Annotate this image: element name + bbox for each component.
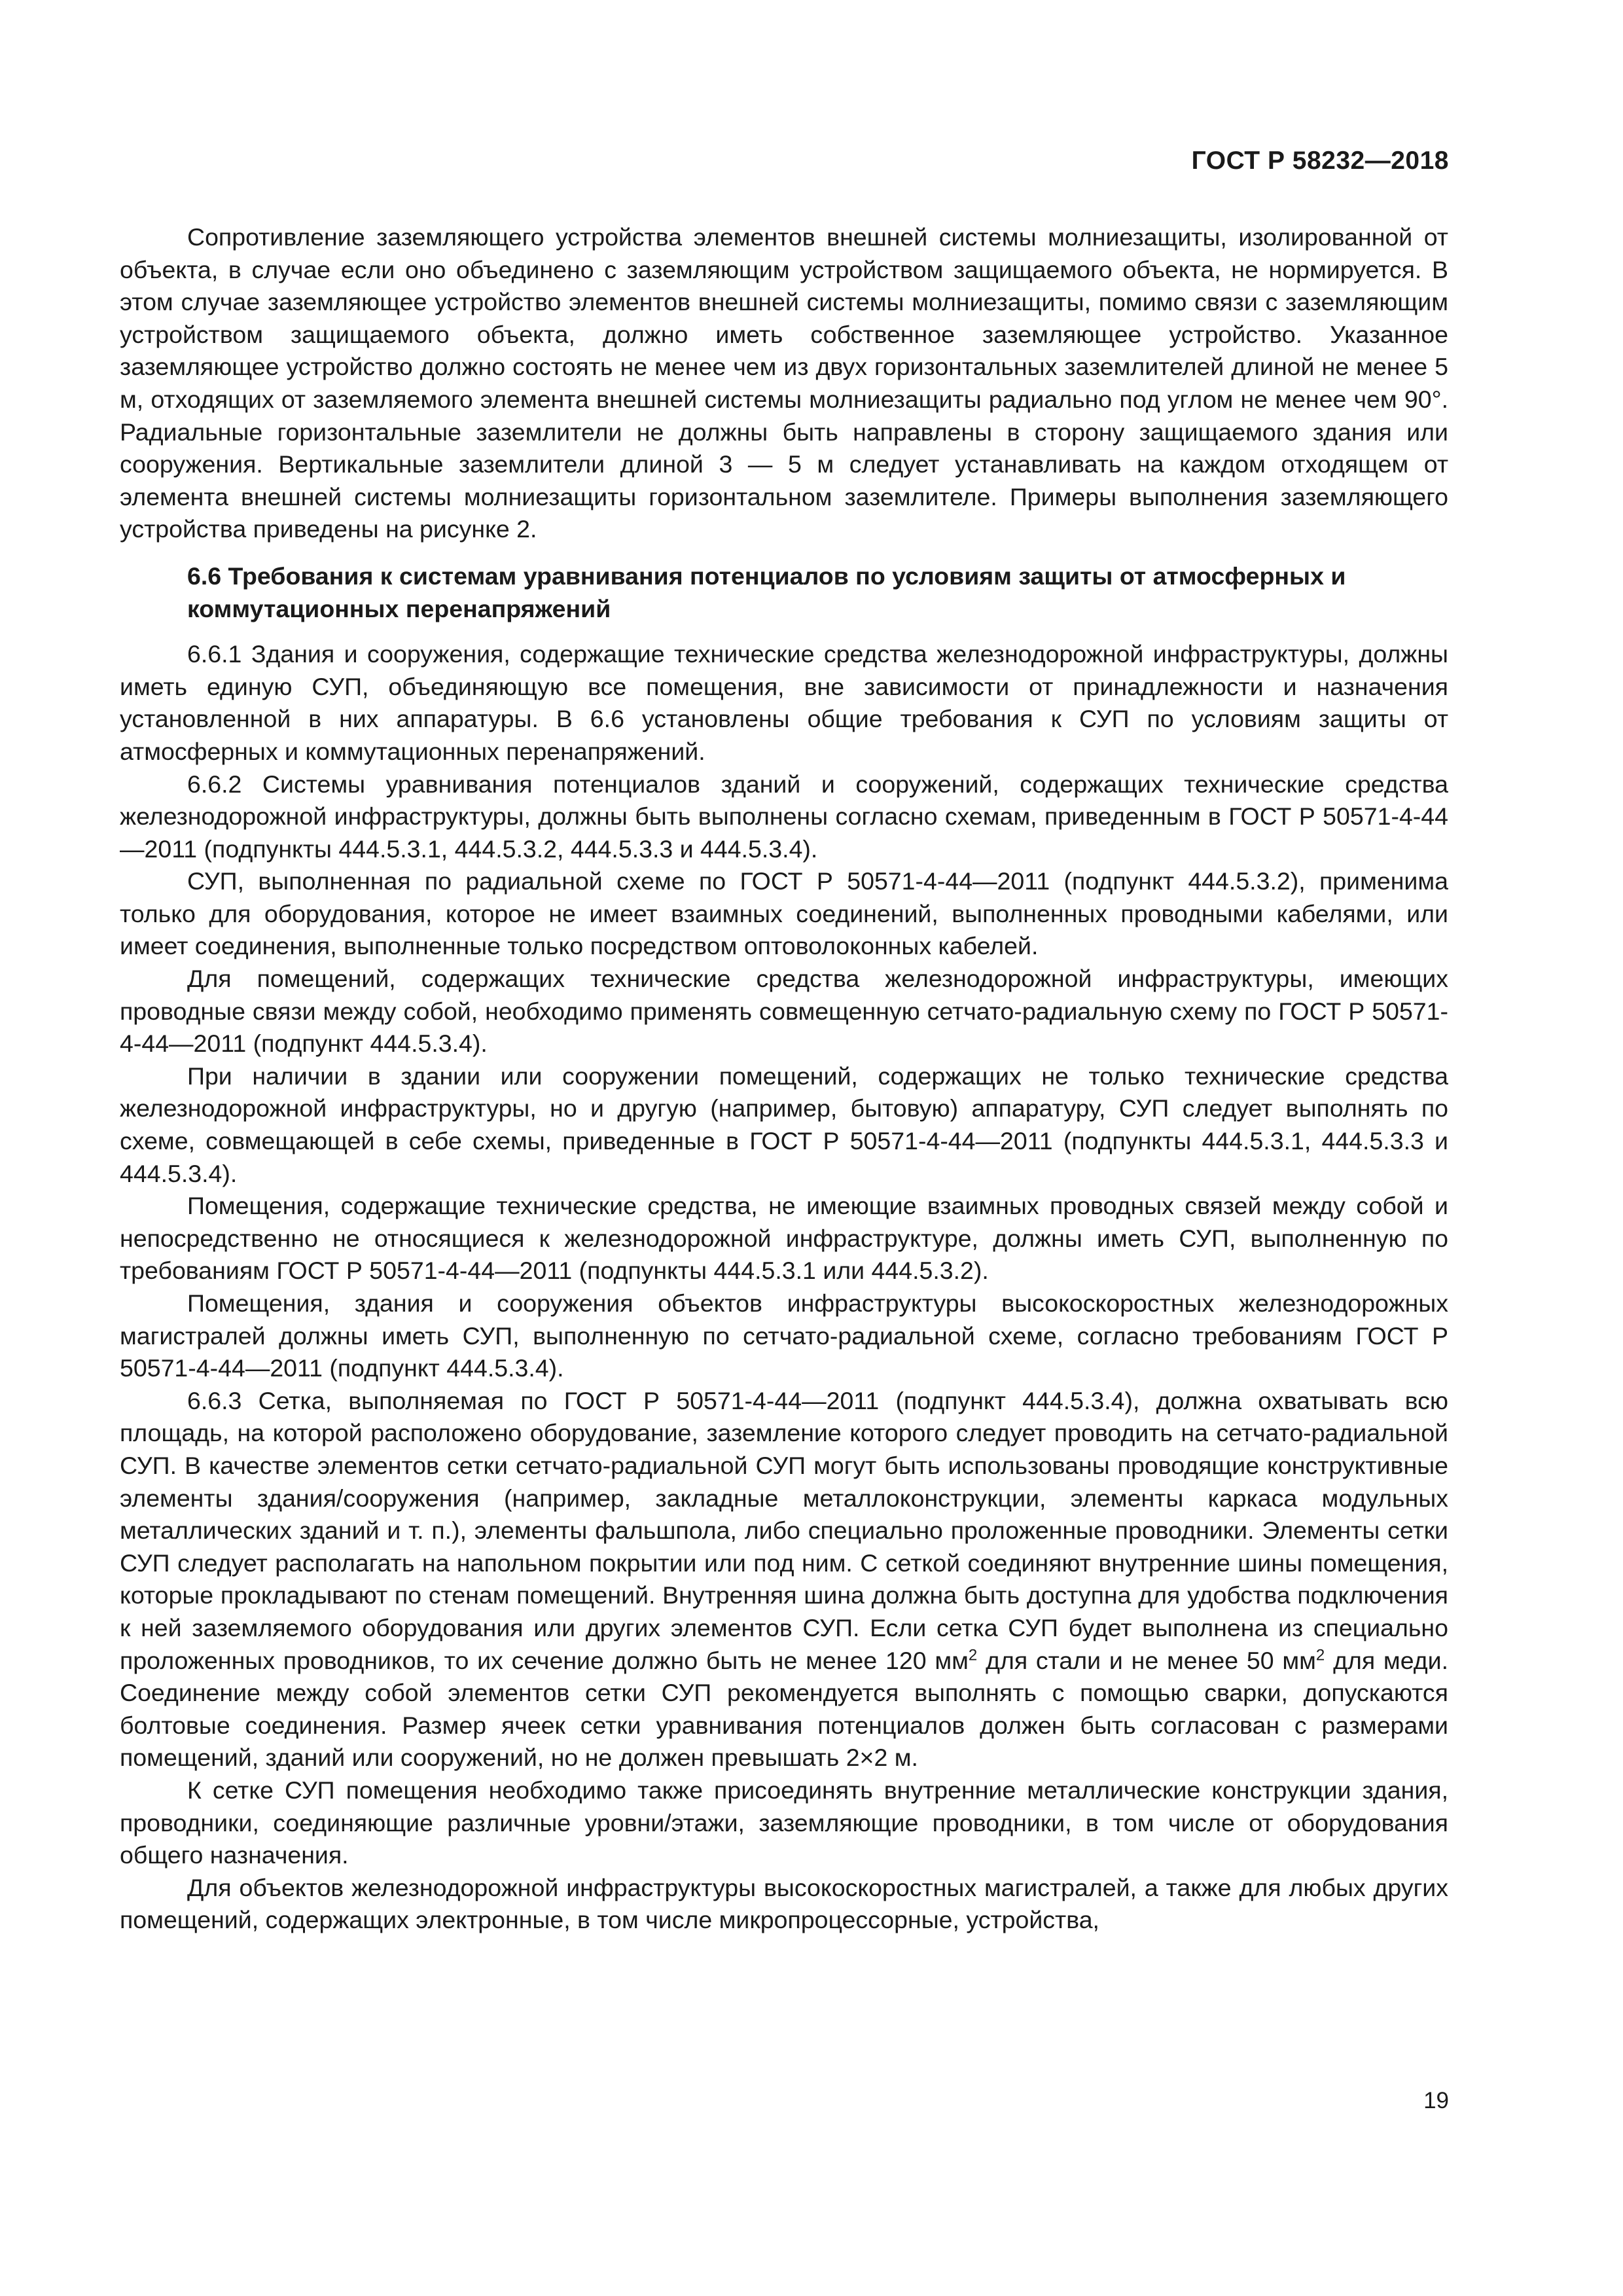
paragraph-high-speed: Помещения, здания и сооружения объектов инфраструктуры высокоскоростных железнодорожных магистралей должны иметь СУП, выполненную по сетчато-радиальной схеме, согласно требованиям ГОСТ Р 50571-4-44—2011 (подпункт 444.5.3.4). — [120, 1289, 1448, 1382]
superscript-square: 2 — [968, 1646, 978, 1664]
paragraph-mesh-radial-scheme: Для помещений, содержащих технические средства железнодорожной инфраструктуры, имеющих проводные связи между собой, необходимо применять совмещенную сетчато-радиальную схему по ГОСТ Р 50571-4-44—2011 (подпункт 444.5.3.4). — [120, 965, 1448, 1058]
document-code: ГОСТ Р 58232—2018 — [1191, 147, 1449, 175]
paragraph-metal-structures: К сетке СУП помещения необходимо также присоединять внутренние металлические конструкции здания, проводники, соединяющие различные уровни/этажи, заземляющие проводники, в том числе от оборудования общего назначения. — [120, 1776, 1448, 1869]
paragraph-grounding-resistance: Сопротивление заземляющего устройства элементов внешней системы молниезащиты, изолированной от объекта, в случае если оно объединено с заземляющим устройством защищаемого объекта, не нормируется. В этом случае заземляющее устройство элементов внешней системы молниезащиты, помимо связи с заземляющим устройством защищаемого объекта, должно иметь собственное заземляющее устройство. Указанное заземляющее устройство должно состоять не менее чем из двух горизонтальных заземлителей длиной не менее 5 м, отходящих от заземляемого элемента внешней системы молниезащиты радиально под углом не менее чем 90°. Радиальные горизонтальные заземлители не должны быть направлены в сторону защищаемого здания или сооружения. Вертикальные заземлители длиной 3 — 5 м следует устанавливать на каждом отходящем от элемента внешней системы молниезащиты горизонтальном заземлителе. Примеры выполнения заземляющего устройства приведены на рисунке 2. — [120, 223, 1448, 543]
section-heading-6-6: 6.6 Требования к системам уравнивания потенциалов по условиям защиты от атмосферных и коммутационных перенапряжений — [187, 562, 1346, 622]
document-body — [120, 221, 1448, 1937]
paragraph-6-6-3-part-a: 6.6.3 Сетка, выполняемая по ГОСТ Р 50571-4-44—2011 (подпункт 444.5.3.4), должна охватывать всю площадь, на которой расположено оборудование, заземление которого следует проводить на сетчато-радиальной СУП. В качестве элементов сетки сетчато-радиальной СУП могут быть использованы проводящие конструктивные элементы здания/сооружения (например, закладные металлоконструкции, элементы каркаса модульных металлических зданий и т. п.), элементы фальшпола, либо специально проложенные проводники. Элементы сетки СУП следует располагать на напольном покрытии или под ним. С сеткой соединяют внутренние шины помещения, которые прокладывают по стенам помещений. Внутренняя шина должна быть доступна для удобства подключения к ней заземляемого оборудования или других элементов СУП. Если сетка СУП будет выполнена из специально проложенных проводников, то их сечение должно быть не менее 120 мм — [120, 1386, 1448, 1674]
paragraph-mixed-equipment: При наличии в здании или сооружении помещений, содержащих не только технические средства железнодорожной инфраструктуры, но и другую (например, бытовую) аппаратуру, СУП следует выполнять по схеме, совмещающей в себе схемы, приведенные в ГОСТ Р 50571-4-44—2011 (подпункты 444.5.3.1, 444.5.3.3 и 444.5.3.4). — [120, 1062, 1448, 1187]
paragraph-non-infrastructure: Помещения, содержащие технические средства, не имеющие взаимных проводных связей между собой и непосредственно не относящиеся к железнодорожной инфраструктуре, должны иметь СУП, выполненную по требованиям ГОСТ Р 50571-4-44—2011 (подпункты 444.5.3.1 или 444.5.3.2). — [120, 1192, 1448, 1285]
paragraph-high-speed-objects: Для объектов железнодорожной инфраструктуры высокоскоростных магистралей, а также для любых других помещений, содержащих электронные, в том числе микропроцессорные, устройства, — [120, 1873, 1448, 1934]
paragraph-radial-scheme: СУП, выполненная по радиальной схеме по ГОСТ Р 50571-4-44—2011 (подпункт 444.5.3.2), применима только для оборудования, которое не имеет взаимных соединений, выполненных проводными кабелями, или имеет соединения, выполненные только посредством оптоволоконных кабелей. — [120, 867, 1448, 960]
paragraph-6-6-3-part-c: для меди. Соединение между собой элементов сетки СУП рекомендуется выполнять с помощью сварки, допускаются болтовые соединения. Размер ячеек сетки уравнивания потенциалов должен быть согласован с размерами помещений, зданий или сооружений, но не должен превышать 2×2 м. — [120, 1646, 1448, 1772]
paragraph-6-6-3-part-b: для стали и не менее 50 мм — [977, 1646, 1316, 1674]
page-number: 19 — [1423, 2088, 1449, 2113]
paragraph-6-6-3 — [120, 1385, 1448, 1774]
superscript-square: 2 — [1315, 1646, 1325, 1664]
paragraph-6-6-1: 6.6.1 Здания и сооружения, содержащие технические средства железнодорожной инфраструктуры, должны иметь единую СУП, объединяющую все помещения, вне зависимости от принадлежности и назначения установленной в них аппаратуры. В 6.6 установлены общие требования к СУП по условиям защиты от атмосферных и коммутационных перенапряжений. — [120, 640, 1448, 765]
paragraph-6-6-2: 6.6.2 Системы уравнивания потенциалов зданий и сооружений, содержащих технические средства железнодорожной инфраструктуры, должны быть выполнены согласно схемам, приведенным в ГОСТ Р 50571-4-44—2011 (подпункты 444.5.3.1, 444.5.3.2, 444.5.3.3 и 444.5.3.4). — [120, 770, 1448, 863]
